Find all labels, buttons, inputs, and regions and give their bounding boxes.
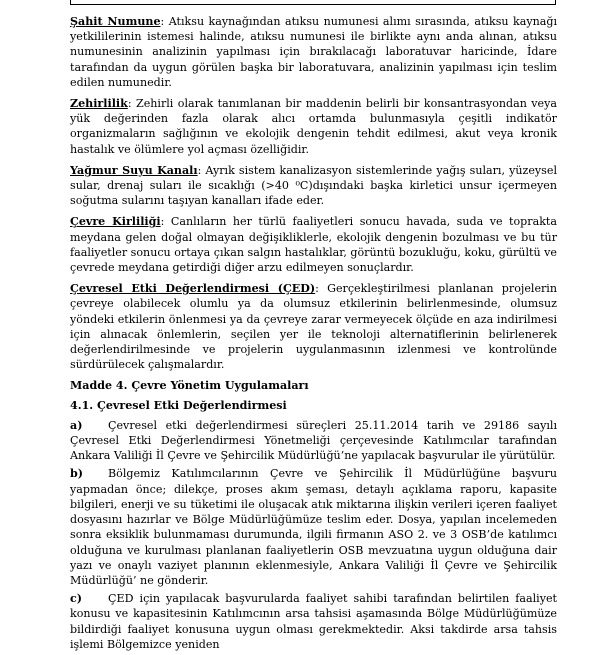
list-item	[70, 591, 557, 652]
document-body	[70, 14, 557, 655]
list-item-text: ÇED için yapılacak başvurularda faaliyet sahibi tarafından belirtilen faaliyet konusu ve kapasitesinin Katılımcının arsa tahsisi aşamasında Bölge Müdürlüğümüze bildirdiği faaliyet konusuna uygun olması gerekmektedir. Aksi takdirde arsa tahsis işlemi Bölgemizce yeniden	[70, 592, 557, 651]
definition-term: Şahit Numune	[70, 15, 161, 28]
definition-paragraph	[70, 96, 557, 157]
header-frame-bottom	[70, 0, 556, 5]
definition-term: Çevre Kirliliği	[70, 215, 161, 229]
definition-term: Zehirlilik	[70, 97, 128, 111]
definition-paragraph	[70, 14, 557, 90]
list-item-text: Çevresel etki değerlendirmesi süreçleri 25.11.2014 tarih ve 29186 sayılı Çevresel Etki Değerlendirmesi Yönetmeliği çerçevesinde Katılımcılar tarafından Ankara Valiliği İl Çevre ve Şehircilik Müdürlüğü’ne yapılacak başvurular ile yürütülür.	[70, 418, 557, 463]
list-item-marker: a)	[70, 418, 83, 432]
definition-separator: :	[160, 215, 171, 229]
definition-text: Gerçekleştirilmesi planlanan projelerin çevreye olabilecek olumlu ya da olumsuz etkilerinin belirlenmesinde, olumsuz yöndeki etkilerin önlenmesi ya da çevreye zarar vermeyecek ölçüde en aza indirilmesi için alınacak önlemlerin, seçilen yer ile teknoloji alternatiflerinin belirlenerek değerlendirilmesinde ve projelerin uygulanmasının izlenmesi ve kontrolünde sürdürülecek çalışmalardır.	[70, 282, 558, 372]
list-item	[70, 466, 557, 588]
definition-paragraph	[70, 163, 557, 209]
subsection-heading: 4.1. Çevresel Etki Değerlendirmesi	[70, 398, 287, 412]
section-heading: Madde 4. Çevre Yönetim Uygulamaları	[70, 379, 309, 393]
list-item-marker: c)	[70, 592, 83, 606]
list-item	[70, 418, 557, 464]
definition-term: Çevresel Etki Değerlendirmesi (ÇED)	[70, 282, 316, 296]
definition-text: Zehirli olarak tanımlanan bir maddenin belirli bir konsantrasyondan veya yük değerinden fazla olarak alıcı ortamda bulunmasıyla çeşitli indikatör organizmaların sağlığının ve ekolojik dengenin tehdit edilmesi, akut veya kronik hastalık ve ölümlere yol açması özelliğidir.	[70, 97, 558, 156]
definition-term: Yağmur Suyu Kanalı	[70, 163, 198, 177]
list-item-text: Bölgemiz Katılımcılarının Çevre ve Şehircilik İl Müdürlüğüne başvuru yapmadan önce; dilekçe, proses akım şeması, detaylı açıklama raporu, kapasite bilgileri, enerji ve su tüketimi ile oluşacak atık miktarına ilişkin verileri içeren faaliyet dosyasını hazırlar ve Bölge Müdürlüğümüze teslim eder. Dosya, yapılan incelemeden sonra eksiklik bulunmaması durumunda, ilgili firmanın ASO 2. ve 3 OSB’de katılımcı olduğuna ve kurulması planlanan faaliyetlerin OSB mevzuatına uygun olduğuna dair yazı ve onaylı vaziyet planının eklenmesiyle, Ankara Valiliği İl Çevre ve Şehircilik Müdürlüğü’ ne gönderir.	[70, 467, 557, 587]
definition-paragraph	[70, 214, 557, 275]
definition-separator: :	[127, 97, 136, 111]
definition-separator: :	[160, 15, 169, 28]
list-item-marker: b)	[70, 467, 84, 481]
definition-text: Ayrık sistem kanalizasyon sistemlerinde yağış suları, yüzeysel sular, drenaj suları ile sıcaklığı (>40 ⁰C)dışındaki başka kirletici unsur içermeyen soğutma sularını taşıyan kanalları ifade eder.	[70, 163, 557, 208]
definition-text: Atıksu kaynağından atıksu numunesi alımı sırasında, atıksu kaynağı yetkililerinin istemesi halinde, atıksu numunesi ile birlikte aynı anda alınan, atıksu numunesinin analizinin yapılması için bırakılacağı laboratuvar haricinde, İdare tarafından da uygun görülen başka bir laboratuvara, analizinin yapılması için teslim edilen numunedir.	[70, 15, 557, 89]
definition-text: Canlıların her türlü faaliyetleri sonucu havada, suda ve toprakta meydana gelen doğal olmayan değişikliklerle, ekolojik dengenin bozulması ve bu tür faaliyetler sonucu ortaya çıkan salgın hastalıklar, görüntü bozukluğu, koku, gürültü ve çevrede meydana getirdiği diğer arzu edilmeyen sonuçlardır.	[70, 215, 557, 275]
definition-paragraph	[70, 281, 557, 372]
definition-separator: :	[315, 282, 328, 296]
definition-separator: :	[197, 163, 206, 177]
